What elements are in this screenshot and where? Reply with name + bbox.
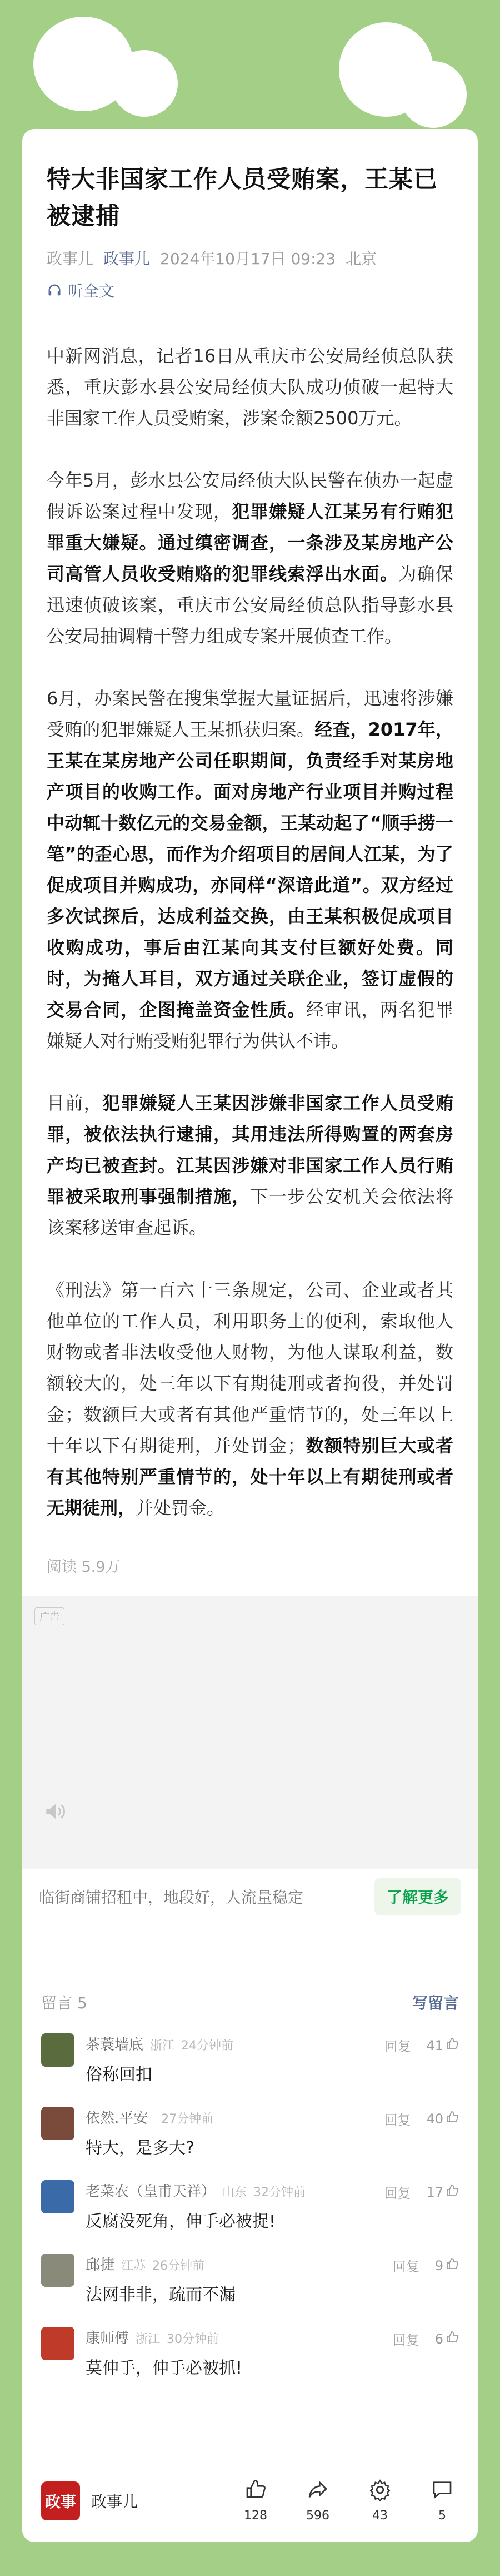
- action-count: 596: [306, 2509, 329, 2523]
- commenter-location: 浙江: [136, 2332, 161, 2346]
- ad-tag: 广告: [34, 1607, 64, 1625]
- comment-button[interactable]: [426, 2479, 459, 2523]
- read-count: 阅读 5.9万: [47, 1558, 121, 1576]
- bottom-bar: [22, 2459, 478, 2542]
- comment-actions: [384, 2182, 459, 2202]
- avatar[interactable]: [41, 2254, 74, 2287]
- like-count: 41: [426, 2037, 443, 2053]
- avatar[interactable]: [41, 2327, 74, 2360]
- avatar[interactable]: [41, 2107, 74, 2140]
- comment-time: 26分钟前: [152, 2259, 205, 2273]
- comment-text: 法网非非，疏而不漏: [86, 2285, 236, 2305]
- like-count: 17: [426, 2184, 443, 2200]
- thumb-up-button[interactable]: [239, 2479, 272, 2523]
- bold-text: 经查，2017年，王某在某房地产公司任职期间，负责经手对某房地产项目的收购工作。面对房地产行业项目并购过程中动辄十数亿元的交易金额，王某动起了“顺手捞一笔”的歪心思，而作为介绍项目的居间人江某，为了促成项目并购成功，亦同样“深谙此道”。双方经过多次试探后，达成利益交换，由王某积极促成项目收购成功，事后由江某向其支付巨额好处费。同时，为掩人耳目，双方通过关联企业，签订虚假的交易合同，企图掩盖资金性质。: [47, 719, 453, 1020]
- paragraph-text: 为确保迅速侦破该案，重庆市公安局经侦总队指导彭水县公安局抽调精干警力组成专案开展侦查工作。: [47, 563, 453, 647]
- commenter-location: 山东: [222, 2186, 247, 2200]
- thumb-up-icon: [446, 2331, 459, 2347]
- action-count: 128: [244, 2509, 267, 2523]
- share-button[interactable]: [301, 2479, 334, 2523]
- article-title: 特大非国家工作人员受贿案，王某已被逮捕: [47, 166, 438, 230]
- comment-item: [41, 2033, 459, 2087]
- avatar[interactable]: [41, 2180, 74, 2213]
- reply-button[interactable]: 回复: [384, 2039, 411, 2054]
- reply-button[interactable]: 回复: [384, 2112, 411, 2128]
- comment-actions: [384, 2036, 459, 2055]
- commenter-location: 江苏: [121, 2259, 146, 2273]
- paragraph-text: 《刑法》第一百六十三条规定，公司、企业或者其他单位的工作人员，利用职务上的便利，索取他人财物或者非法收受他人财物，为他人谋取利益，数额较大的，处三年以下有期徒刑或者拘役，并处罚金；数额巨大或者有其他严重情节的，处三年以上十年以下有期徒刑，并处罚金；: [47, 1279, 453, 1456]
- comment-time: 27分钟前: [161, 2112, 214, 2126]
- article-paragraph: [47, 1088, 453, 1243]
- comment-actions: [393, 2329, 459, 2349]
- listen-button[interactable]: [47, 279, 453, 301]
- speaker-icon[interactable]: [44, 1802, 67, 1821]
- comment-time: 30分钟前: [167, 2332, 219, 2346]
- paragraph-text: 中新网消息，记者16日从重庆市公安局经侦总队获悉，重庆彭水县公安局经侦大队成功侦破一起特大非国家工作人员受贿案，涉案金额2500万元。: [47, 345, 453, 429]
- article-datetime: 2024年10月17日 09:23: [160, 250, 336, 268]
- bold-text: 犯罪嫌疑人江某另有行贿犯罪重大嫌疑。通过缜密调查，一条涉及某房地产公司高管人员收受贿赂的犯罪线索浮出水面。: [47, 501, 453, 584]
- comment-icon: [431, 2479, 453, 2509]
- comment-list: [41, 2033, 459, 2380]
- background-bubble: [400, 61, 467, 128]
- paragraph-text: 下一步公安机关会依法将该案移送审查起诉。: [47, 1186, 453, 1238]
- write-comment-button[interactable]: 写留言: [412, 1994, 459, 2012]
- comment-time: 24分钟前: [181, 2039, 234, 2053]
- comment-text: 俗称回扣: [86, 2065, 152, 2084]
- like-button[interactable]: [426, 2111, 459, 2127]
- article-source: 政事儿: [47, 250, 94, 268]
- reply-button[interactable]: 回复: [384, 2186, 411, 2201]
- like-button[interactable]: [426, 2184, 459, 2201]
- comment-item: [41, 2107, 459, 2160]
- paragraph-text: 6月，办案民警在搜集掌握大量证据后，迅速将涉嫌受贿的犯罪嫌疑人王某抓获归案。: [47, 688, 453, 740]
- commenter-name[interactable]: 依然.平安: [86, 2110, 148, 2127]
- like-button[interactable]: [435, 2331, 459, 2347]
- comment-text: 反腐没死角，伸手必被捉!: [86, 2212, 276, 2231]
- article-paragraph: [47, 340, 453, 434]
- article-paragraph: [47, 465, 453, 652]
- article: [22, 129, 478, 1576]
- paragraph-text: 并处罚金。: [136, 1497, 225, 1518]
- comment-text: 莫伸手，伸手必被抓!: [86, 2359, 243, 2378]
- action-group: [239, 2479, 459, 2523]
- listen-label: 听全文: [68, 282, 115, 300]
- commenter-name[interactable]: 茶蓑墙底: [86, 2037, 144, 2053]
- account-logo[interactable]: 政事: [41, 2481, 80, 2520]
- thumb-up-icon: [446, 2037, 459, 2054]
- article-author-link[interactable]: 政事儿: [103, 250, 151, 268]
- ad-image[interactable]: [22, 1596, 478, 1869]
- ad-text: 临街商铺招租中，地段好，人流量稳定: [39, 1888, 304, 1907]
- headphones-icon: [47, 282, 62, 298]
- comments-count: 留言 5: [41, 1994, 87, 2012]
- commenter-name[interactable]: 邱捷: [86, 2257, 115, 2274]
- gear-icon: [369, 2479, 391, 2509]
- avatar[interactable]: [41, 2033, 74, 2067]
- like-count: 40: [426, 2111, 443, 2127]
- comment-item: [41, 2254, 459, 2307]
- like-count: 9: [434, 2257, 443, 2274]
- article-body: [47, 340, 453, 1523]
- commenter-name[interactable]: 老菜农（皇甫天祥）: [86, 2183, 216, 2200]
- bold-text: 数额特别巨大或者有其他特别严重情节的，处十年以上有期徒刑或者无期徒刑，: [47, 1435, 453, 1518]
- article-paragraph: [47, 683, 453, 1056]
- article-meta: [47, 247, 453, 269]
- background-bubble: [111, 50, 178, 117]
- ad-bar: [22, 1869, 478, 1924]
- thumb-up-icon: [446, 2257, 459, 2274]
- comment-item: [41, 2180, 459, 2233]
- reply-button[interactable]: 回复: [392, 2259, 419, 2275]
- comment-item: [41, 2327, 459, 2380]
- comments-header: [41, 1991, 459, 2013]
- comment-actions: [384, 2109, 459, 2128]
- like-button[interactable]: [426, 2037, 459, 2054]
- thumb-up-icon: [446, 2111, 459, 2127]
- action-count: 43: [372, 2509, 388, 2523]
- commenter-name[interactable]: 康师傅: [86, 2330, 129, 2347]
- action-count: 5: [438, 2509, 446, 2523]
- paragraph-text: 今年5月，彭水县公安局经侦大队民警在侦办一起虚假诉讼案过程中发现，: [47, 470, 453, 522]
- article-paragraph: [47, 1274, 453, 1523]
- like-count: 6: [434, 2331, 443, 2347]
- commenter-location: 浙江: [150, 2039, 175, 2053]
- learn-more-button[interactable]: 了解更多: [374, 1878, 461, 1915]
- article-card: [22, 129, 478, 2542]
- comment-actions: [393, 2256, 459, 2275]
- paragraph-text: 经审讯，两名犯罪嫌疑人对行贿受贿犯罪行为供认不讳。: [47, 999, 453, 1051]
- article-location: 北京: [346, 250, 377, 268]
- bold-text: 犯罪嫌疑人王某因涉嫌非国家工作人员受贿罪，被依法执行逮捕，其用违法所得购置的两套房产均已被查封。江某因涉嫌对非国家工作人员行贿罪被采取刑事强制措施，: [47, 1093, 453, 1207]
- gear-button[interactable]: [363, 2479, 397, 2523]
- comment-text: 特大，是多大?: [86, 2138, 194, 2158]
- share-icon: [307, 2479, 329, 2509]
- thumb-up-icon: [446, 2184, 459, 2201]
- comment-time: 32分钟前: [253, 2186, 306, 2200]
- thumb-up-icon: [244, 2479, 267, 2509]
- comments-section: [22, 1991, 478, 2380]
- like-button[interactable]: [435, 2257, 459, 2274]
- reply-button[interactable]: 回复: [392, 2332, 419, 2348]
- paragraph-text: 目前，: [47, 1093, 102, 1114]
- account-name[interactable]: 政事儿: [91, 2492, 138, 2511]
